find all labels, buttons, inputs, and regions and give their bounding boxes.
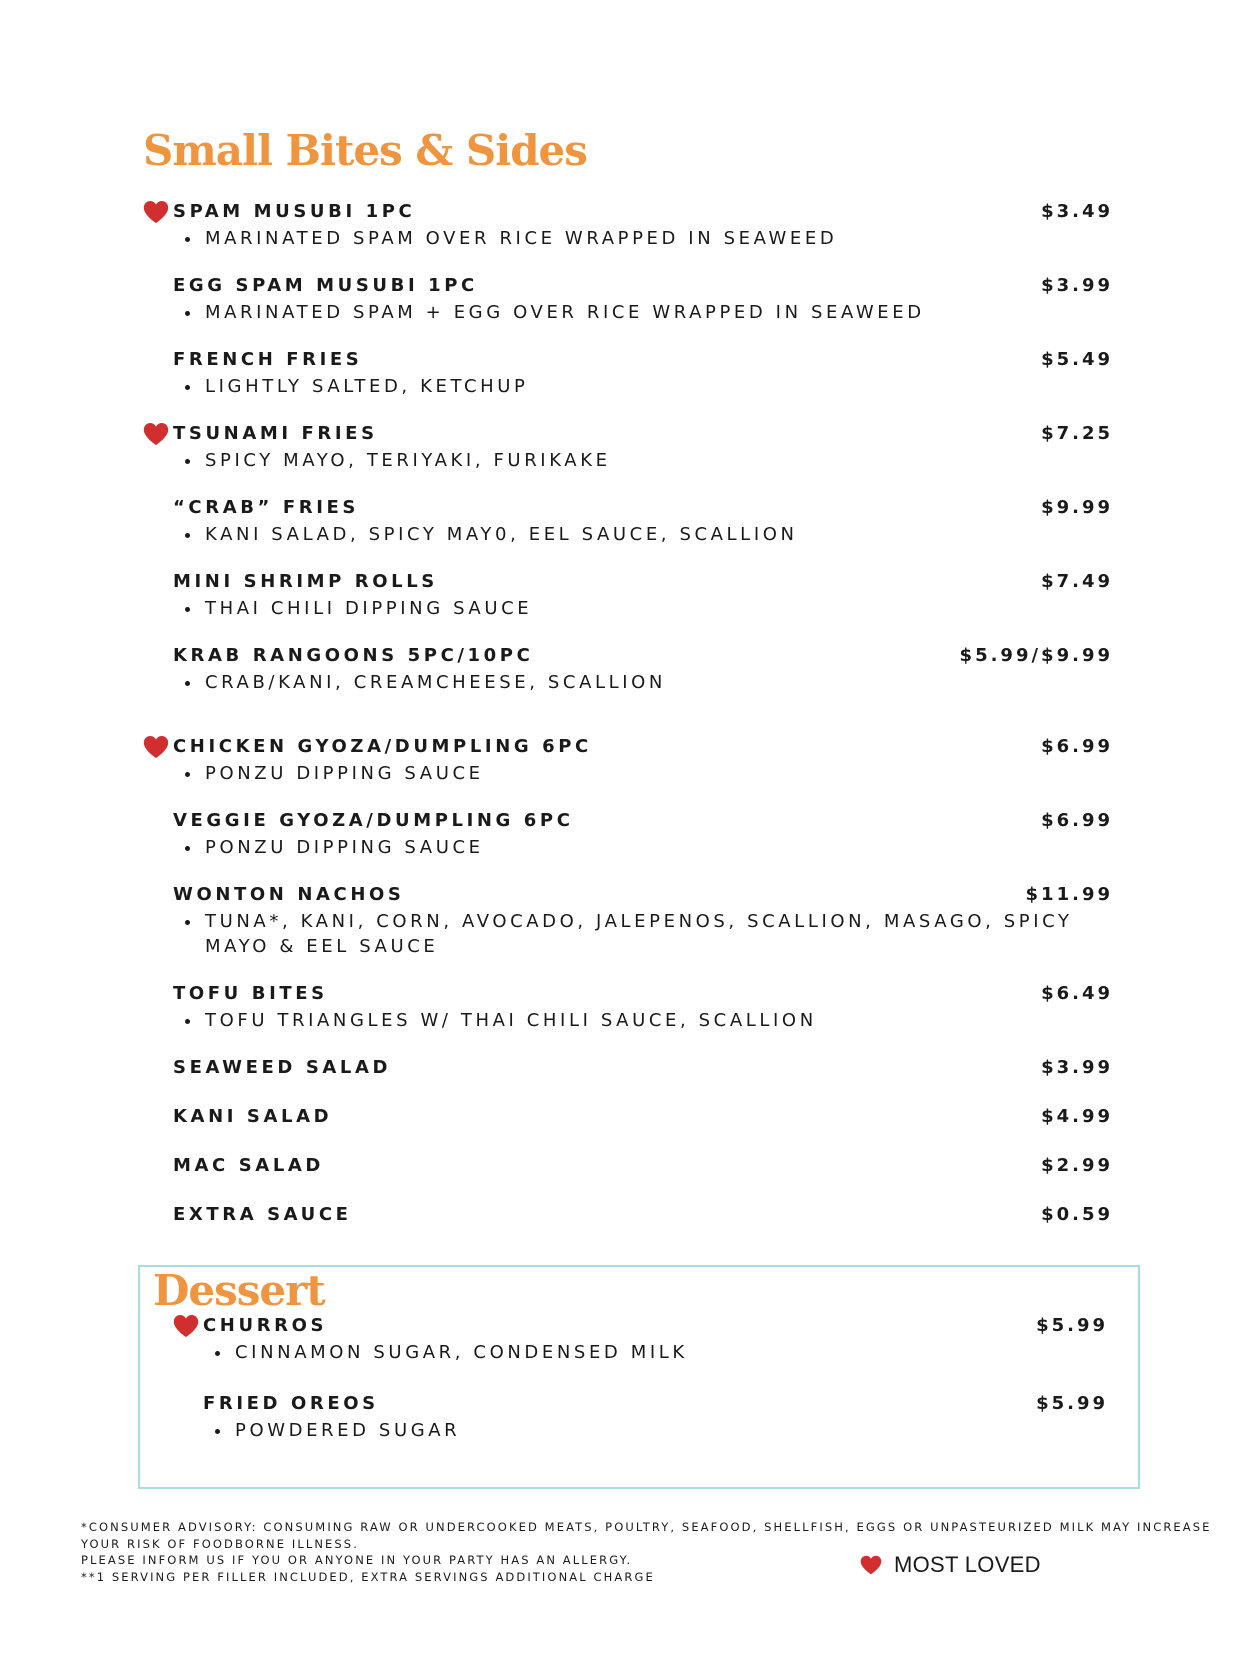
menu-item-header	[173, 644, 1113, 668]
menu-item	[173, 883, 1113, 959]
item-description	[203, 1418, 1108, 1443]
menu-item	[173, 422, 1113, 473]
menu-item-header	[173, 1203, 1113, 1227]
menu-item-header	[203, 1314, 1108, 1338]
item-description	[173, 374, 1113, 399]
item-price: $5.99	[1036, 1393, 1108, 1414]
item-price: $9.99	[1041, 497, 1113, 518]
item-description-line: TUNA*, KANI, CORN, AVOCADO, JALEPENOS, SCALLION, MASAGO, SPICY MAYO & EEL SAUCE	[173, 909, 1113, 959]
item-description	[173, 300, 1113, 325]
item-name: CHURROS	[203, 1315, 328, 1336]
item-price: $6.99	[1041, 810, 1113, 831]
allergy-notice: PLEASE INFORM US IF YOU OR ANYONE IN YOUR PARTY HAS AN ALLERGY.	[81, 1553, 633, 1567]
item-description	[173, 1008, 1113, 1033]
menu-item	[203, 1392, 1108, 1443]
heart-icon	[173, 1313, 199, 1339]
item-price: $3.99	[1041, 1057, 1113, 1078]
heart-icon	[143, 734, 169, 760]
item-description	[173, 522, 1113, 547]
item-name: MAC SALAD	[173, 1155, 324, 1176]
menu-item-header	[173, 982, 1113, 1006]
item-description	[173, 761, 1113, 786]
item-name: EXTRA SAUCE	[173, 1204, 352, 1225]
item-name: EGG SPAM MUSUBI 1PC	[173, 275, 478, 296]
item-price: $5.99/$9.99	[959, 645, 1113, 666]
small-bites-title: Small Bites & Sides	[143, 126, 587, 175]
item-description-line: PONZU DIPPING SAUCE	[173, 761, 1113, 786]
menu-item-header	[173, 274, 1113, 298]
menu-item	[173, 496, 1113, 547]
item-price: $5.99	[1036, 1315, 1108, 1336]
item-name: KANI SALAD	[173, 1106, 333, 1127]
item-description-line: THAI CHILI DIPPING SAUCE	[173, 596, 1113, 621]
item-name: SEAWEED SALAD	[173, 1057, 392, 1078]
menu-item-header	[173, 1105, 1113, 1129]
item-description-line: CINNAMON SUGAR, CONDENSED MILK	[203, 1340, 1108, 1365]
item-description-line: SPICY MAYO, TERIYAKI, FURIKAKE	[173, 448, 1113, 473]
item-description	[173, 835, 1113, 860]
menu-item-header	[203, 1392, 1108, 1416]
item-name: TSUNAMI FRIES	[173, 423, 378, 444]
menu-item	[173, 1154, 1113, 1178]
most-loved-legend	[860, 1552, 1041, 1578]
consumer-advisory: *CONSUMER ADVISORY: CONSUMING RAW OR UNDERCOOKED MEATS, POULTRY, SEAFOOD, SHELLFISH, EGGS OR UNPASTEURIZED MILK MAY INCREASE YOUR RISK OF FOODBORNE ILLNESS.	[81, 1520, 1212, 1551]
item-price: $2.99	[1041, 1155, 1113, 1176]
item-description-line: KANI SALAD, SPICY MAY0, EEL SAUCE, SCALLION	[173, 522, 1113, 547]
menu-item-header	[173, 809, 1113, 833]
menu-item	[173, 982, 1113, 1033]
item-description-line: MARINATED SPAM OVER RICE WRAPPED IN SEAWEED	[173, 226, 1113, 251]
serving-notice: **1 SERVING PER FILLER INCLUDED, EXTRA SERVINGS ADDITIONAL CHARGE	[81, 1569, 655, 1584]
item-price: $5.49	[1041, 349, 1113, 370]
item-description	[173, 909, 1113, 959]
item-description-line: PONZU DIPPING SAUCE	[173, 835, 1113, 860]
item-price: $7.25	[1041, 423, 1113, 444]
item-description-line: POWDERED SUGAR	[203, 1418, 1108, 1443]
menu-item-header	[173, 570, 1113, 594]
menu-item	[173, 1056, 1113, 1080]
menu-item-header	[173, 200, 1113, 224]
item-price: $6.49	[1041, 983, 1113, 1004]
menu-item	[173, 274, 1113, 325]
item-name: WONTON NACHOS	[173, 884, 405, 905]
item-description	[173, 226, 1113, 251]
item-name: SPAM MUSUBI 1PC	[173, 201, 416, 222]
dessert-title: Dessert	[153, 1266, 325, 1315]
item-name: MINI SHRIMP ROLLS	[173, 571, 438, 592]
item-name: CHICKEN GYOZA/DUMPLING 6PC	[173, 736, 592, 757]
item-price: $6.99	[1041, 736, 1113, 757]
item-price: $3.49	[1041, 201, 1113, 222]
menu-item	[203, 1314, 1108, 1365]
item-name: FRIED OREOS	[203, 1393, 379, 1414]
menu-item-header	[173, 422, 1113, 446]
item-description-line: CRAB/KANI, CREAMCHEESE, SCALLION	[173, 670, 1113, 695]
menu-item-header	[173, 1056, 1113, 1080]
menu-item-header	[173, 348, 1113, 372]
item-price: $4.99	[1041, 1106, 1113, 1127]
menu-item	[173, 348, 1113, 399]
menu-item	[173, 809, 1113, 860]
heart-icon	[143, 421, 169, 447]
item-description	[203, 1340, 1108, 1365]
menu-item	[173, 570, 1113, 621]
item-price: $7.49	[1041, 571, 1113, 592]
item-name: FRENCH FRIES	[173, 349, 363, 370]
heart-icon	[143, 199, 169, 225]
item-description-line: LIGHTLY SALTED, KETCHUP	[173, 374, 1113, 399]
menu-item-header	[173, 735, 1113, 759]
menu-item-header	[173, 496, 1113, 520]
item-description-line: TOFU TRIANGLES W/ THAI CHILI SAUCE, SCALLION	[173, 1008, 1113, 1033]
legend-label: MOST LOVED	[894, 1552, 1041, 1577]
menu-item-header	[173, 883, 1113, 907]
menu-item	[173, 735, 1113, 786]
item-name: VEGGIE GYOZA/DUMPLING 6PC	[173, 810, 574, 831]
menu-item-header	[173, 1154, 1113, 1178]
menu-item	[173, 644, 1113, 695]
item-price: $0.59	[1041, 1204, 1113, 1225]
item-description-line: MARINATED SPAM + EGG OVER RICE WRAPPED IN SEAWEED	[173, 300, 1113, 325]
item-description	[173, 448, 1113, 473]
menu-item	[173, 1203, 1113, 1227]
heart-icon	[860, 1554, 882, 1576]
item-name: “CRAB” FRIES	[173, 497, 359, 518]
item-price: $3.99	[1041, 275, 1113, 296]
item-description	[173, 670, 1113, 695]
footer-notes	[81, 1519, 1216, 1585]
item-price: $11.99	[1025, 884, 1113, 905]
menu-item	[173, 1105, 1113, 1129]
menu-item	[173, 200, 1113, 251]
item-name: KRAB RANGOONS 5PC/10PC	[173, 645, 534, 666]
item-name: TOFU BITES	[173, 983, 328, 1004]
item-description	[173, 596, 1113, 621]
